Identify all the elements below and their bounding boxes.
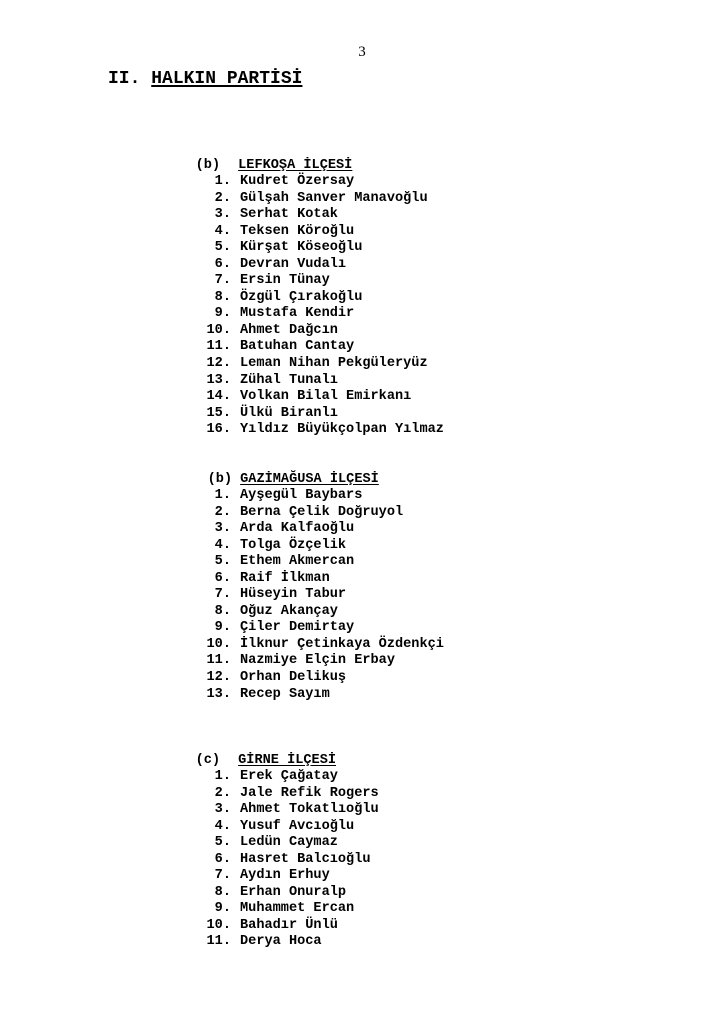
member-name: Bahadır Ünlü: [240, 917, 338, 933]
list-item: [199, 306, 444, 323]
member-name: Erek Çağatay: [240, 769, 338, 784]
list-number: 13.: [206, 686, 231, 702]
list-item: [199, 224, 444, 241]
list-item: [199, 356, 444, 373]
list-item: [199, 786, 379, 803]
list-number: 6.: [214, 256, 231, 272]
member-name: Oğuz Akançay: [240, 603, 338, 619]
list-item: [199, 901, 379, 918]
section-title: GAZİMAĞUSA İLÇESİ: [240, 471, 379, 487]
member-name: Batuhan Cantay: [240, 339, 355, 355]
list-number: 1.: [214, 488, 231, 503]
list-number: 8.: [214, 289, 231, 305]
member-name: Berna Çelik Doğruyol: [240, 504, 404, 520]
member-name: Hüseyin Tabur: [240, 587, 347, 603]
member-name: Kürşat Köseoğlu: [240, 240, 363, 256]
list-number: 8.: [214, 603, 231, 619]
list-number: 3.: [214, 521, 231, 537]
heading-prefix: II.: [108, 69, 141, 89]
member-name: Ledün Caymaz: [240, 835, 338, 851]
member-name: Ülkü Biranlı: [240, 405, 338, 421]
list-item: [199, 389, 444, 406]
list-item: [199, 538, 444, 555]
list-number: 14.: [206, 389, 231, 405]
list-item: [199, 653, 444, 670]
list-number: 5.: [214, 554, 231, 570]
list-number: 11.: [206, 339, 231, 355]
member-name: Yıldız Büyükçolpan Yılmaz: [240, 422, 444, 438]
member-name: Derya Hoca: [240, 934, 322, 950]
list-number: 10.: [206, 917, 231, 933]
list-number: 13.: [206, 372, 231, 388]
list-item: [199, 819, 379, 836]
list-number: 4.: [214, 223, 231, 239]
list-number: 4.: [214, 537, 231, 553]
list-item: [199, 587, 444, 604]
list-number: 10.: [206, 322, 231, 338]
list-item: [199, 934, 379, 951]
list-number: 11.: [206, 934, 231, 950]
list-item: [199, 521, 444, 538]
list-item: [199, 505, 444, 522]
member-name: Raif İlkman: [240, 570, 330, 586]
member-name: Arda Kalfaoğlu: [240, 521, 355, 537]
section-title: LEFKOŞA İLÇESİ: [238, 157, 353, 173]
list-item: [199, 323, 444, 340]
list-item: [199, 406, 444, 423]
list-number: 3.: [214, 207, 231, 223]
member-name: Mustafa Kendir: [240, 306, 355, 322]
member-name: Recep Sayım: [240, 686, 330, 702]
member-name: Tolga Özçelik: [240, 537, 347, 553]
list-number: 7.: [214, 868, 231, 884]
list-item: [199, 835, 379, 852]
member-name: Erhan Onuralp: [240, 884, 347, 900]
list-item: [199, 620, 444, 637]
member-name: Ethem Akmercan: [240, 554, 355, 570]
section-title: GİRNE İLÇESİ: [238, 752, 337, 768]
list-item: [199, 339, 444, 356]
list-item: [199, 191, 444, 208]
list-number: 12.: [206, 670, 231, 686]
list-item: [199, 918, 379, 935]
list-number: 15.: [206, 405, 231, 421]
list-item: [199, 422, 444, 439]
list-item: [199, 373, 444, 390]
party-heading: [108, 68, 302, 90]
list-item: [199, 290, 444, 307]
member-name: Özgül Çırakoğlu: [240, 289, 363, 305]
list-item: [199, 488, 444, 505]
page-number: 3: [358, 44, 366, 60]
list-number: 1.: [214, 174, 231, 189]
member-name: Jale Refik Rogers: [240, 785, 379, 801]
list-item: [199, 207, 444, 224]
list-item: [199, 257, 444, 274]
list-number: 12.: [206, 356, 231, 372]
member-name: Ahmet Dağcın: [240, 322, 338, 338]
section-letter: (b): [195, 157, 221, 173]
member-name: Ahmet Tokatlıoğlu: [240, 802, 379, 818]
member-name: Hasret Balcıoğlu: [240, 851, 371, 867]
section-letter: (c): [195, 752, 221, 768]
list-number: 2.: [214, 504, 231, 520]
member-name: Nazmiye Elçin Erbay: [240, 653, 395, 669]
list-item: [199, 670, 444, 687]
member-list: [199, 174, 444, 439]
member-name: Volkan Bilal Emirkanı: [240, 389, 412, 405]
member-list: [199, 769, 379, 951]
member-name: Leman Nihan Pekgüleryüz: [240, 356, 428, 372]
list-item: [199, 637, 444, 654]
section-letter: (b): [207, 471, 233, 487]
member-name: Ersin Tünay: [240, 273, 330, 289]
list-number: 16.: [206, 422, 231, 438]
member-name: Serhat Kotak: [240, 207, 338, 223]
list-number: 1.: [214, 769, 231, 784]
list-number: 6.: [214, 851, 231, 867]
list-item: [199, 571, 444, 588]
list-number: 7.: [214, 273, 231, 289]
member-name: Muhammet Ercan: [240, 901, 355, 917]
list-item: [199, 852, 379, 869]
list-item: [199, 604, 444, 621]
list-item: [199, 769, 379, 786]
list-number: 11.: [206, 653, 231, 669]
list-number: 8.: [214, 884, 231, 900]
list-item: [199, 240, 444, 257]
list-number: 9.: [214, 901, 231, 917]
list-number: 9.: [214, 306, 231, 322]
list-item: [199, 885, 379, 902]
list-number: 5.: [214, 835, 231, 851]
list-number: 5.: [214, 240, 231, 256]
list-item: [199, 687, 444, 704]
party-name: HALKIN PARTİSİ: [151, 69, 303, 89]
member-name: Zühal Tunalı: [240, 372, 338, 388]
list-item: [199, 554, 444, 571]
list-number: 3.: [214, 802, 231, 818]
member-name: Devran Vudalı: [240, 256, 347, 272]
member-name: Gülşah Sanver Manavoğlu: [240, 190, 428, 206]
member-name: Orhan Delikuş: [240, 670, 347, 686]
member-list: [199, 488, 444, 703]
list-number: 10.: [206, 636, 231, 652]
list-item: [199, 868, 379, 885]
list-number: 2.: [214, 190, 231, 206]
member-name: İlknur Çetinkaya Özdenkçi: [240, 636, 444, 652]
member-name: Ayşegül Baybars: [240, 488, 363, 503]
list-item: [199, 802, 379, 819]
member-name: Teksen Köroğlu: [240, 223, 355, 239]
list-number: 9.: [214, 620, 231, 636]
list-number: 6.: [214, 570, 231, 586]
list-item: [199, 174, 444, 191]
member-name: Çiler Demirtay: [240, 620, 355, 636]
list-item: [199, 273, 444, 290]
list-number: 7.: [214, 587, 231, 603]
member-name: Aydın Erhuy: [240, 868, 330, 884]
member-name: Yusuf Avcıoğlu: [240, 818, 355, 834]
list-number: 4.: [214, 818, 231, 834]
member-name: Kudret Özersay: [240, 174, 355, 189]
list-number: 2.: [214, 785, 231, 801]
